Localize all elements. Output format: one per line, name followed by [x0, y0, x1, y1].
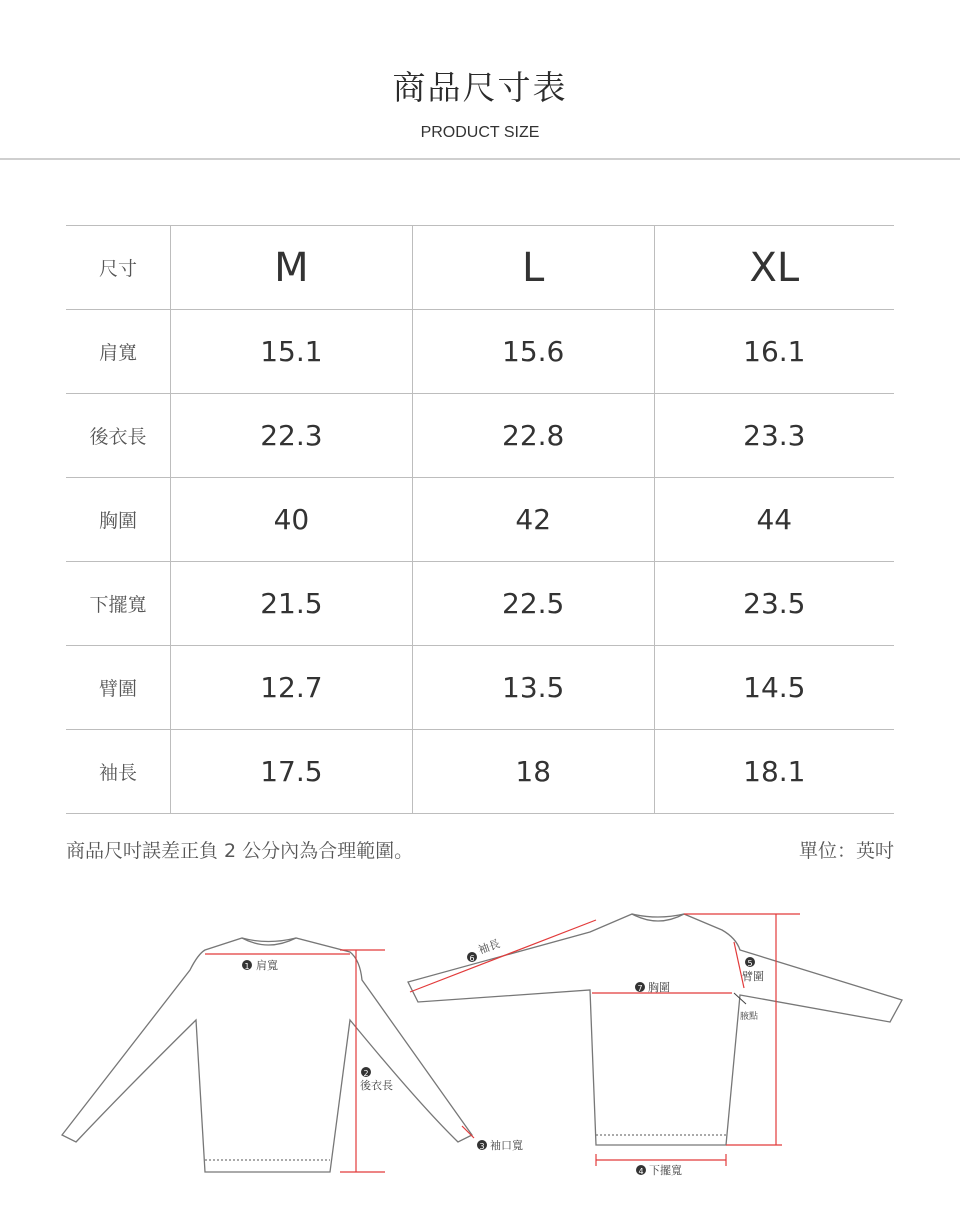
- label-sleeve: 袖長: [476, 937, 502, 957]
- table-corner-label: 尺寸: [66, 226, 171, 310]
- label-arm: 臂圍: [742, 970, 764, 983]
- page-subtitle: PRODUCT SIZE: [420, 124, 540, 141]
- table-row: [66, 478, 894, 562]
- table-cell: 13.5: [412, 646, 654, 730]
- table-cell: 18: [412, 730, 654, 814]
- label-shoulder: 肩寬: [256, 959, 278, 972]
- label-chest: 胸圍: [648, 981, 670, 994]
- table-cell: 21.5: [171, 562, 413, 646]
- marker-chest-number: 7: [637, 984, 643, 993]
- row-label: 胸圍: [66, 478, 171, 562]
- table-cell: 15.1: [171, 310, 413, 394]
- table-row: [66, 562, 894, 646]
- measurement-diagram: [0, 880, 960, 1200]
- label-back-length: 後衣長: [360, 1079, 393, 1092]
- table-cell: 42: [412, 478, 654, 562]
- table-cell: 22.5: [412, 562, 654, 646]
- cuff-measure-line: [462, 1126, 474, 1138]
- table-row: [66, 394, 894, 478]
- row-label: 臂圍: [66, 646, 171, 730]
- label-armpit: 腋點: [740, 1012, 759, 1022]
- table-cell: 14.5: [654, 646, 894, 730]
- marker-back-length-number: 2: [363, 1069, 369, 1078]
- table-cell: 23.5: [654, 562, 894, 646]
- marker-arm-number: 5: [747, 959, 753, 968]
- length-measure-line: [684, 914, 800, 1145]
- table-cell: 40: [171, 478, 413, 562]
- row-label: 下擺寬: [66, 562, 171, 646]
- marker-hem-number: 4: [638, 1167, 644, 1176]
- marker-cuff-number: 3: [479, 1142, 485, 1151]
- marker-shoulder-number: 1: [244, 962, 250, 971]
- table-cell: 16.1: [654, 310, 894, 394]
- back-length-measure-line: [340, 950, 385, 1172]
- row-label: 袖長: [66, 730, 171, 814]
- row-label: 肩寬: [66, 310, 171, 394]
- table-row: [66, 646, 894, 730]
- table-cell: 22.8: [412, 394, 654, 478]
- table-header-row: [66, 226, 894, 310]
- sleeve-measure-line: [410, 920, 596, 992]
- marker-sleeve-number: 6: [469, 954, 475, 963]
- table-row: [66, 730, 894, 814]
- label-cuff: 袖口寬: [490, 1139, 523, 1152]
- row-label: 後衣長: [66, 394, 171, 478]
- size-header-xl: XL: [654, 226, 894, 310]
- table-cell: 12.7: [171, 646, 413, 730]
- page-title: 商品尺寸表: [392, 68, 568, 107]
- unit-label: 單位：英吋: [798, 840, 894, 862]
- table-cell: 23.3: [654, 394, 894, 478]
- table-cell: 18.1: [654, 730, 894, 814]
- table-cell: 15.6: [412, 310, 654, 394]
- tolerance-note: 商品尺吋誤差正負 2 公分內為合理範圍。: [66, 840, 414, 862]
- size-header-l: L: [412, 226, 654, 310]
- table-cell: 44: [654, 478, 894, 562]
- shirt-back-outline: [62, 938, 475, 1172]
- label-hem: 下擺寬: [649, 1164, 682, 1177]
- size-table: [66, 225, 894, 814]
- table-cell: 17.5: [171, 730, 413, 814]
- table-row: [66, 310, 894, 394]
- header-divider: [0, 158, 960, 160]
- table-cell: 22.3: [171, 394, 413, 478]
- size-header-m: M: [171, 226, 413, 310]
